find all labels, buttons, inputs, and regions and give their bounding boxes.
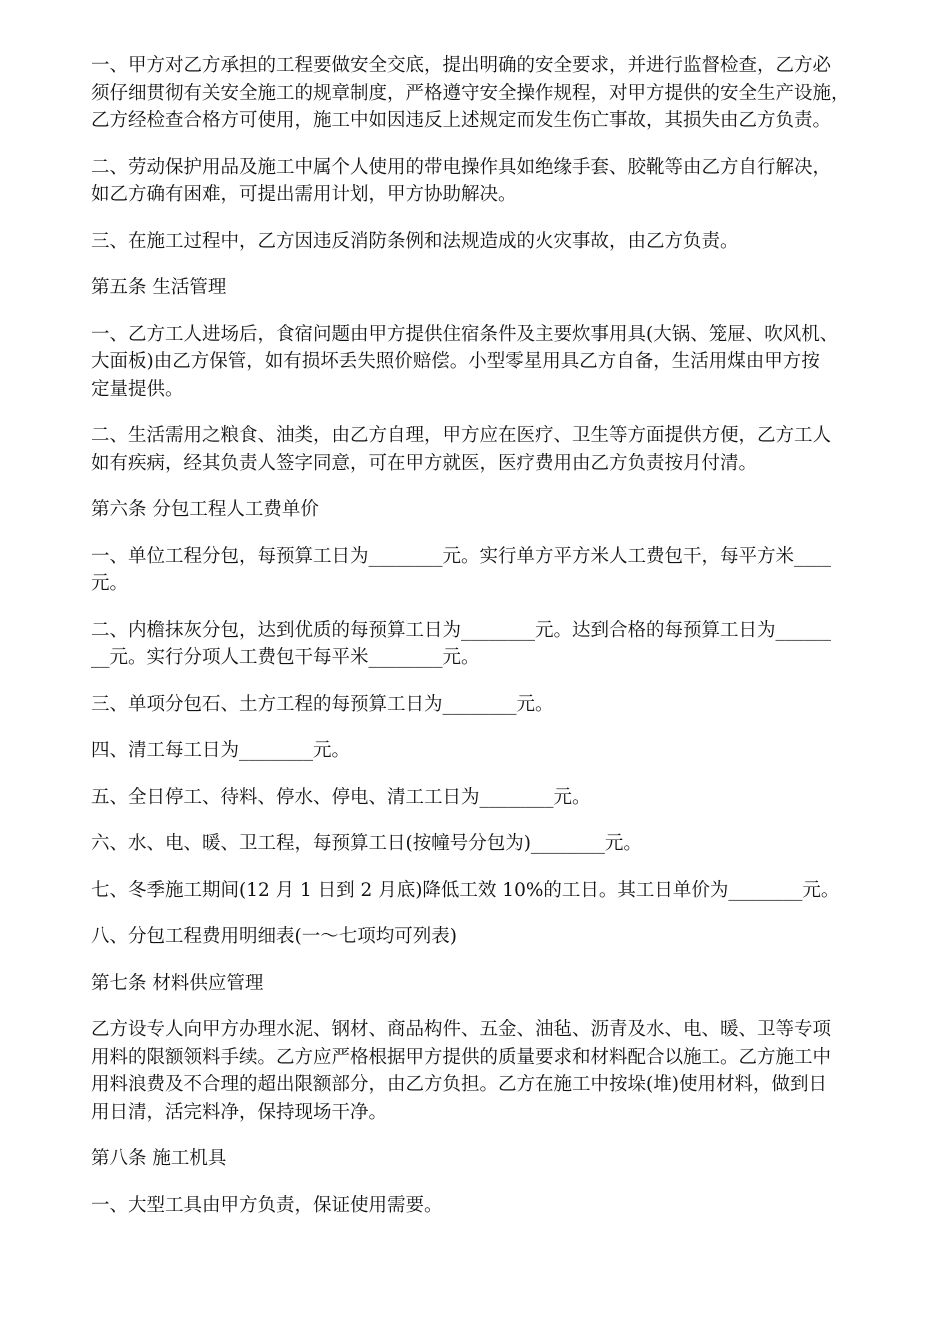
clause-paragraph (91, 543, 858, 598)
text-line: 如乙方确有困难，可提出需用计划，甲方协助解决。 (91, 184, 517, 205)
text-line: 第五条 生活管理 (91, 277, 227, 298)
text-line: 定量提供。 (91, 378, 184, 400)
text-line: 七、冬季施工期间(12 月 1 日到 2 月底)降低工效 10%的工日。其工日单价为________元。 (91, 879, 840, 901)
text-line: 一、单位工程分包，每预算工日为________元。实行单方平方米人工费包干，每平方米____ (91, 545, 832, 567)
text-line: 大面板)由乙方保管，如有损坏丢失照价赔偿。小型零星用具乙方自备，生活用煤由甲方按 (91, 351, 820, 372)
clause-paragraph (91, 154, 858, 209)
text-line: 四、清工每工日为________元。 (91, 740, 351, 761)
clause-paragraph (91, 321, 858, 404)
clause-paragraph (91, 877, 858, 905)
text-line: 用日清，活完料净，保持现场干净。 (91, 1101, 388, 1123)
text-line: 二、生活需用之粮食、油类，由乙方自理，甲方应在医疗、卫生等方面提供方便，乙方工人 (91, 425, 832, 446)
text-line: 六、水、电、暖、卫工程，每预算工日(按幢号分包为)________元。 (91, 833, 642, 854)
section-heading (91, 970, 858, 998)
text-line: 二、内檐抹灰分包，达到优质的每预算工日为________元。达到合格的每预算工日为______ (91, 619, 832, 641)
text-line: 第七条 材料供应管理 (91, 972, 264, 994)
text-line: 二、劳动保护用品及施工中属个人使用的带电操作具如绝缘手套、胶靴等由乙方自行解决， (91, 156, 832, 178)
text-line: 八、分包工程费用明细表(一～七项均可列表) (91, 926, 457, 947)
text-line: 元。 (91, 573, 129, 594)
section-heading (91, 496, 858, 524)
section-heading (91, 1145, 858, 1173)
text-line: 用料浪费及不合理的超出限额部分，由乙方负担。乙方在施工中按垛(堆)使用材料，做到日 (91, 1074, 827, 1095)
clause-paragraph (91, 737, 858, 765)
text-line: 五、全日停工、待料、停水、停电、清工工日为________元。 (91, 786, 591, 808)
clause-paragraph (91, 422, 858, 477)
document-body (91, 52, 858, 1219)
text-line: 一、甲方对乙方承担的工程要做安全交底，提出明确的安全要求，并进行监督检查，乙方必 (91, 55, 832, 76)
text-line: 三、单项分包石、土方工程的每预算工日为________元。 (91, 693, 554, 715)
clause-paragraph (91, 923, 858, 951)
text-line: 一、乙方工人进场后，食宿问题由甲方提供住宿条件及主要炊事用具(大锅、笼屉、吹风机、 (91, 323, 839, 345)
clause-paragraph (91, 1192, 858, 1220)
clause-paragraph (91, 691, 858, 719)
clause-paragraph (91, 617, 858, 672)
text-line: 第六条 分包工程人工费单价 (91, 499, 319, 520)
text-line: 乙方设专人向甲方办理水泥、钢材、商品构件、五金、油毡、沥青及水、电、暖、卫等专项 (91, 1019, 832, 1040)
text-line: 第八条 施工机具 (91, 1148, 227, 1169)
text-line: 须仔细贯彻有关安全施工的规章制度，严格遵守安全操作规程，对甲方提供的安全生产设施， (91, 82, 850, 104)
text-line: 乙方经检查合格方可使用，施工中如因违反上述规定而发生伤亡事故，其损失由乙方负责。 (91, 110, 832, 131)
clause-paragraph (91, 830, 858, 858)
text-line: __元。实行分项人工费包干每平米________元。 (91, 647, 480, 668)
section-heading (91, 274, 858, 302)
clause-paragraph (91, 228, 858, 256)
clause-paragraph (91, 784, 858, 812)
text-line: 如有疾病，经其负责人签字同意，可在甲方就医，医疗费用由乙方负责按月付清。 (91, 452, 758, 474)
clause-paragraph (91, 52, 858, 135)
text-line: 三、在施工过程中，乙方因违反消防条例和法规造成的火灾事故，由乙方负责。 (91, 230, 739, 252)
text-line: 用料的限额领料手续。乙方应严格根据甲方提供的质量要求和材料配合以施工。乙方施工中 (91, 1046, 832, 1068)
text-line: 一、大型工具由甲方负责，保证使用需要。 (91, 1194, 443, 1216)
clause-paragraph (91, 1016, 858, 1126)
